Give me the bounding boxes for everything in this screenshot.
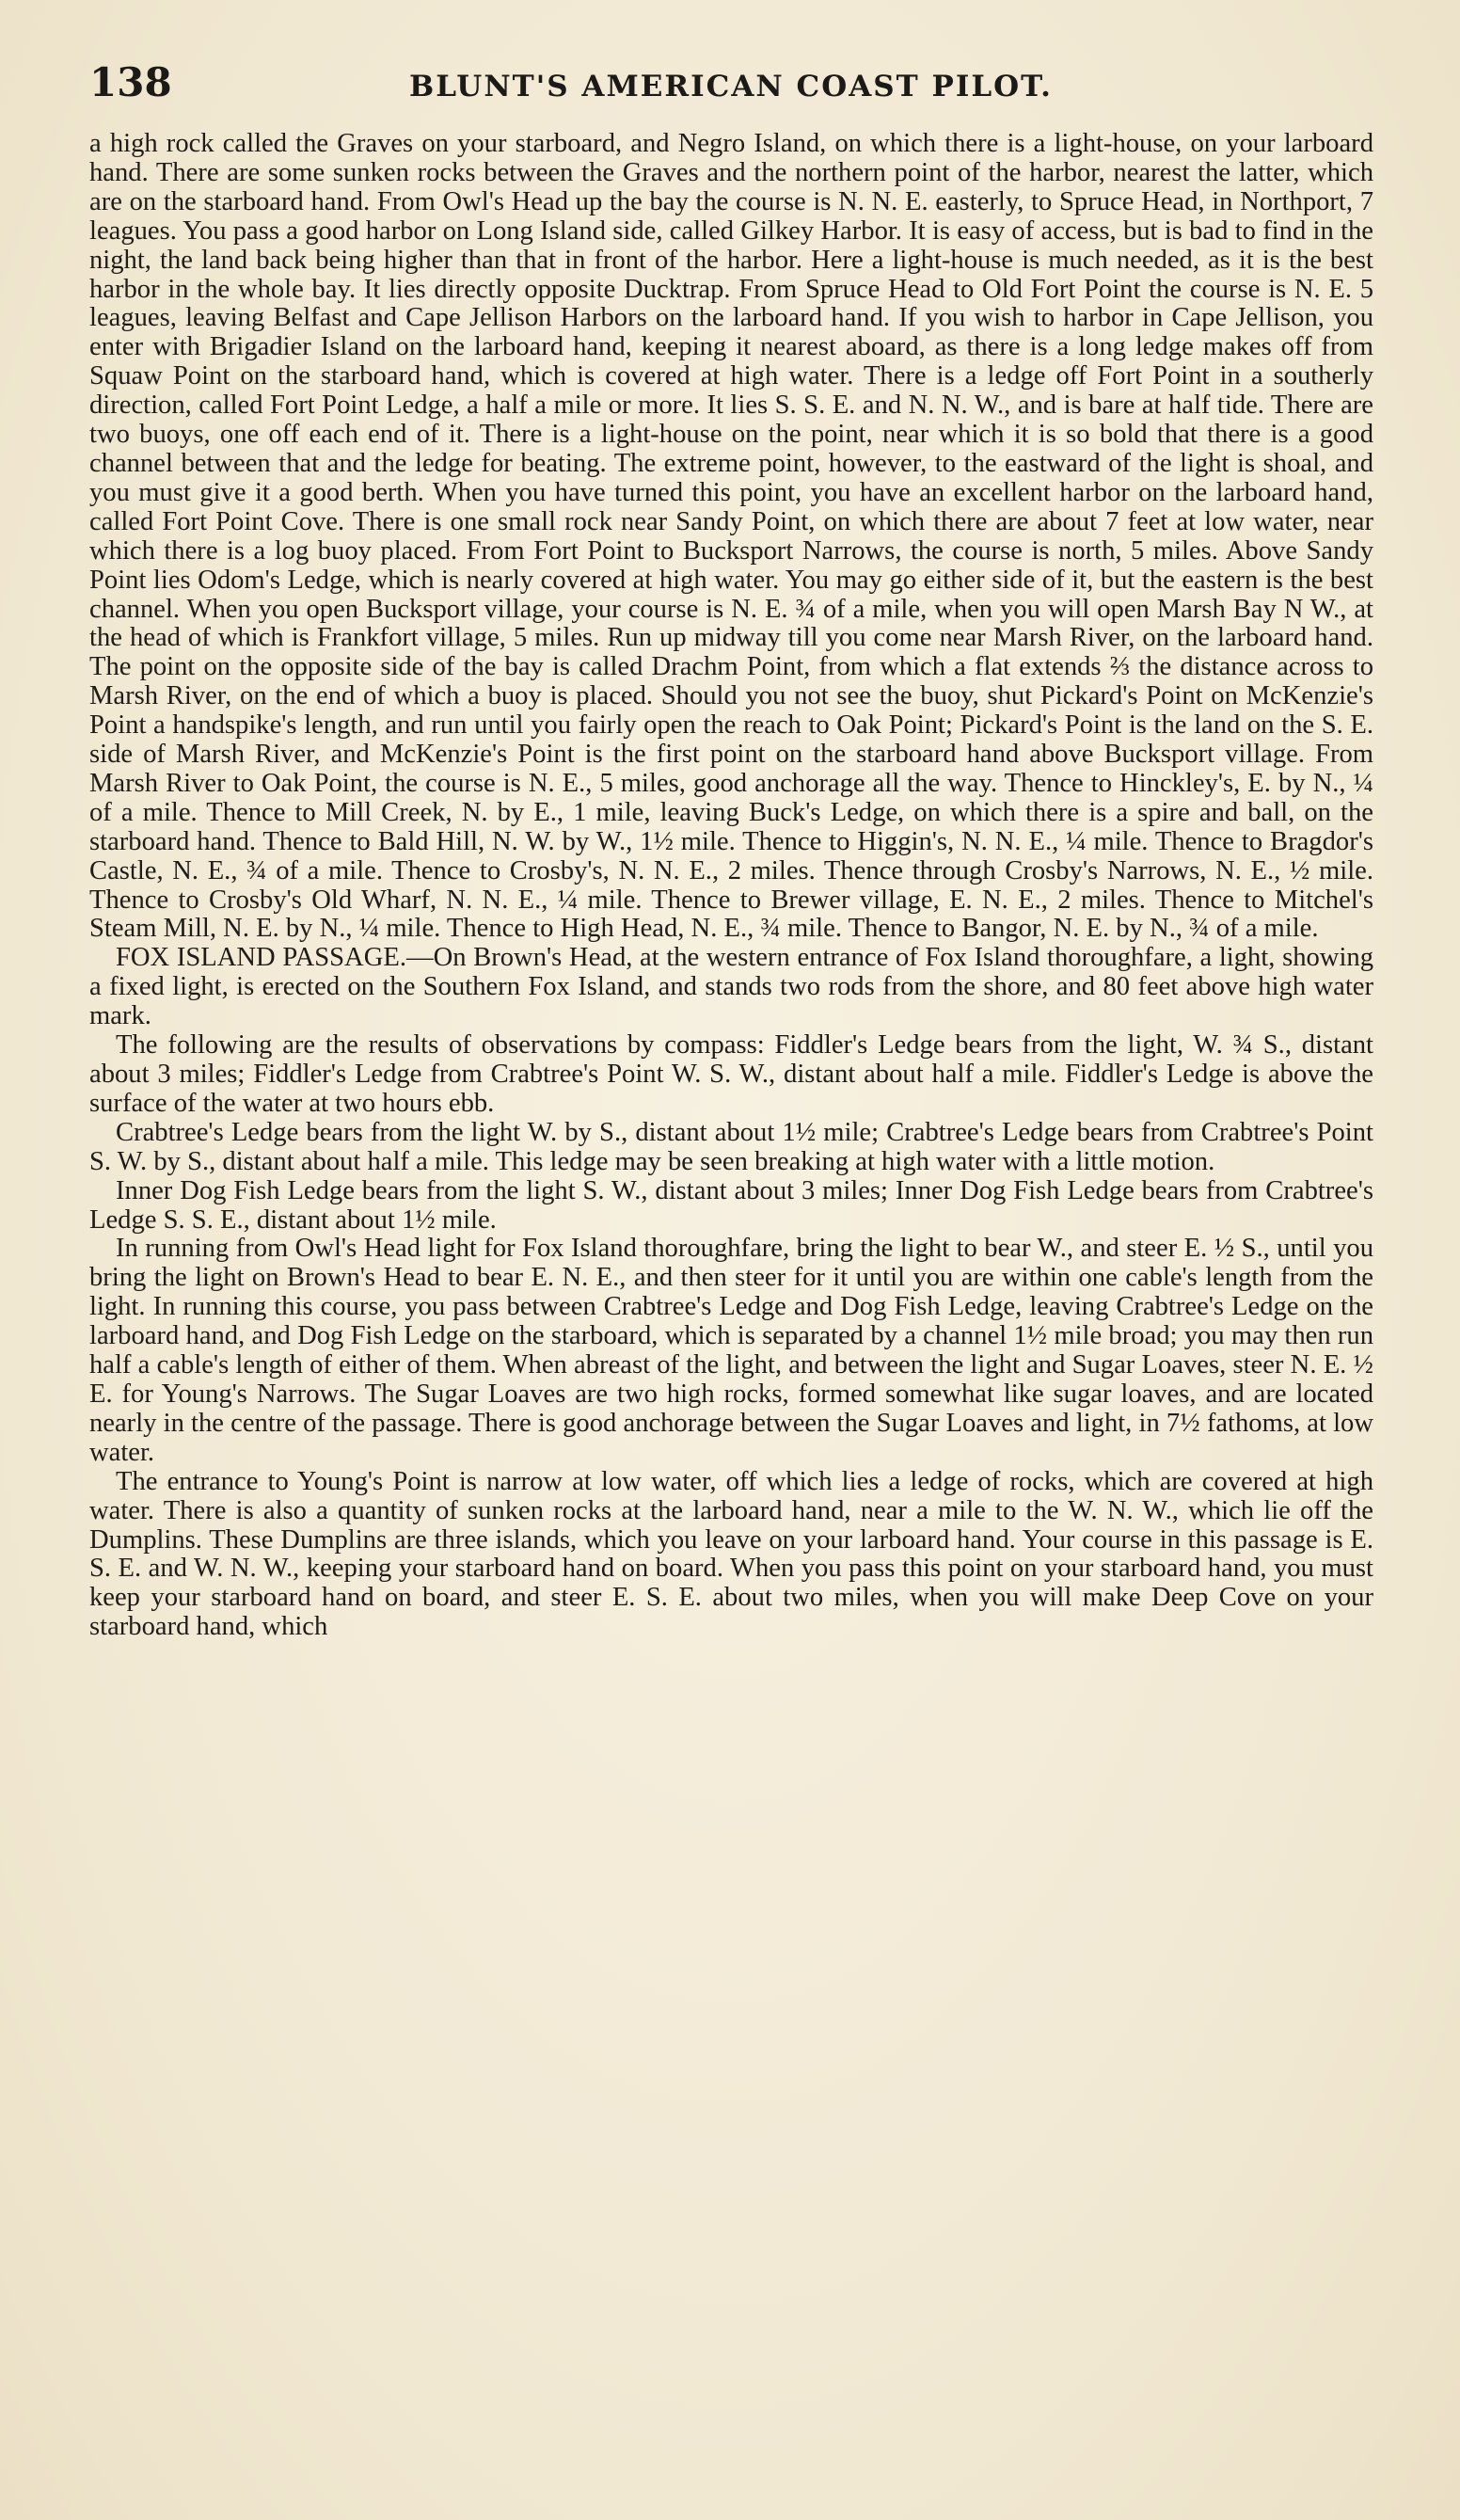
paragraph-crabtrees-ledge: Crabtree's Ledge bears from the light W. by S., distant about 1½ mile; Crabtree's Ledge bears from Crabtree's Point S. W. by S., distant about half a mile. This ledge may be seen breaking at high water with a little motion.: [89, 1117, 1373, 1176]
paragraph-bay-directions: a high rock called the Graves on your starboard, and Negro Island, on which there is a light-house, on your larboard hand. There are some sunken rocks between the Graves and the northern point of the harbor, nearest the latter, which are on the starboard hand. From Owl's Head up the bay the course is N. N. E. easterly, to Spruce Head, in Northport, 7 leagues. You pass a good harbor on Long Island side, called Gilkey Harbor. It is easy of access, but is bad to find in the night, the land back being higher than that in front of the harbor. Here a light-house is much needed, as it is the best harbor in the whole bay. It lies directly opposite Ducktrap. From Spruce Head to Old Fort Point the course is N. E. 5 leagues, leaving Belfast and Cape Jellison Harbors on the larboard hand. If you wish to harbor in Cape Jellison, you enter with Brigadier Island on the larboard hand, keeping it nearest aboard, as there is a long ledge makes off from Squaw Point on the starboard hand, which is covered at high water. There is a ledge off Fort Point in a southerly direction, called Fort Point Ledge, a half a mile or more. It lies S. S. E. and N. N. W., and is bare at half tide. There are two buoys, one off each end of it. There is a light-house on the point, near which it is so bold that there is a good channel between that and the ledge for beating. The extreme point, however, to the eastward of the light is shoal, and you must give it a good berth. When you have turned this point, you have an excellent harbor on the larboard hand, called Fort Point Cove. There is one small rock near Sandy Point, on which there are about 7 feet at low water, near which there is a log buoy placed. From Fort Point to Bucksport Narrows, the course is north, 5 miles. Above Sandy Point lies Odom's Ledge, which is nearly covered at high water. You may go either side of it, but the eastern is the best channel. When you open Bucksport village, your course is N. E. ¾ of a mile, when you will open Marsh Bay N W., at the head of which is Frankfort village, 5 miles. Run up midway till you come near Marsh River, on the larboard hand. The point on the opposite side of the bay is called Drachm Point, from which a flat extends ⅔ the distance across to Marsh River, on the end of which a buoy is placed. Should you not see the buoy, shut Pickard's Point on McKenzie's Point a handspike's length, and run until you fairly open the reach to Oak Point; Pickard's Point is the land on the S. E. side of Marsh River, and McKenzie's Point is the first point on the starboard hand above Bucksport village. From Marsh River to Oak Point, the course is N. E., 5 miles, good anchorage all the way. Thence to Hinckley's, E. by N., ¼ of a mile. Thence to Mill Creek, N. by E., 1 mile, leaving Buck's Ledge, on which there is a spire and ball, on the starboard hand. Thence to Bald Hill, N. W. by W., 1½ mile. Thence to Higgin's, N. N. E., ¼ mile. Thence to Bragdor's Castle, N. E., ¾ of a mile. Thence to Crosby's, N. N. E., 2 miles. Thence through Crosby's Narrows, N. E., ½ mile. Thence to Crosby's Old Wharf, N. N. E., ¼ mile. Thence to Brewer village, E. N. E., 2 miles. Thence to Mitchel's Steam Mill, N. E. by N., ¼ mile. Thence to High Head, N. E., ¾ mile. Thence to Bangor, N. E. by N., ¾ of a mile.: [89, 129, 1373, 944]
body-text: [89, 130, 1373, 1642]
running-head: BLUNT'S AMERICAN COAST PILOT.: [409, 70, 1053, 104]
paragraph-youngs-point: The entrance to Young's Point is narrow at low water, off which lies a ledge of rocks, which are covered at high water. There is also a quantity of sunken rocks at the larboard hand, near a mile to the W. N. W., which lie off the Dumplins. These Dumplins are three islands, which you leave on your larboard hand. Your course in this passage is E. S. E. and W. N. W., keeping your starboard hand on board. When you pass this point on your starboard hand, you must keep your starboard hand on board, and steer E. S. E. about two miles, when you will make Deep Cove on your starboard hand, which: [89, 1466, 1373, 1642]
page-number: 138: [89, 59, 172, 105]
paragraph-inner-dog-fish-ledge: Inner Dog Fish Ledge bears from the light S. W., distant about 3 miles; Inner Dog Fish Ledge bears from Crabtree's Ledge S. S. E., distant about 1½ mile.: [89, 1175, 1373, 1235]
paragraph-fox-island-passage: FOX ISLAND PASSAGE.—On Brown's Head, at the western entrance of Fox Island thoroughfare, a light, showing a fixed light, is erected on the Southern Fox Island, and stands two rods from the shore, and 80 feet above high water mark.: [89, 943, 1373, 1031]
page-header: [89, 55, 1373, 111]
paragraph-running-from-owls-head: In running from Owl's Head light for Fox Island thoroughfare, bring the light to bear W., and steer E. ½ S., until you bring the light on Brown's Head to bear E. N. E., and then steer for it until you are within one cable's length from the light. In running this course, you pass between Crabtree's Ledge and Dog Fish Ledge, leaving Crabtree's Ledge on the larboard hand, and Dog Fish Ledge on the starboard, which is separated by a channel 1½ mile broad; you may then run half a cable's length of either of them. When abreast of the light, and between the light and Sugar Loaves, steer N. E. ½ E. for Young's Narrows. The Sugar Loaves are two high rocks, formed somewhat like sugar loaves, and are located nearly in the centre of the passage. There is good anchorage between the Sugar Loaves and light, in 7½ fathoms, at low water.: [89, 1234, 1373, 1467]
paragraph-fiddlers-ledge: The following are the results of observations by compass: Fiddler's Ledge bears from the light, W. ¾ S., distant about 3 miles; Fiddler's Ledge from Crabtree's Point W. S. W., distant about half a mile. Fiddler's Ledge is above the surface of the water at two hours ebb.: [89, 1030, 1373, 1118]
